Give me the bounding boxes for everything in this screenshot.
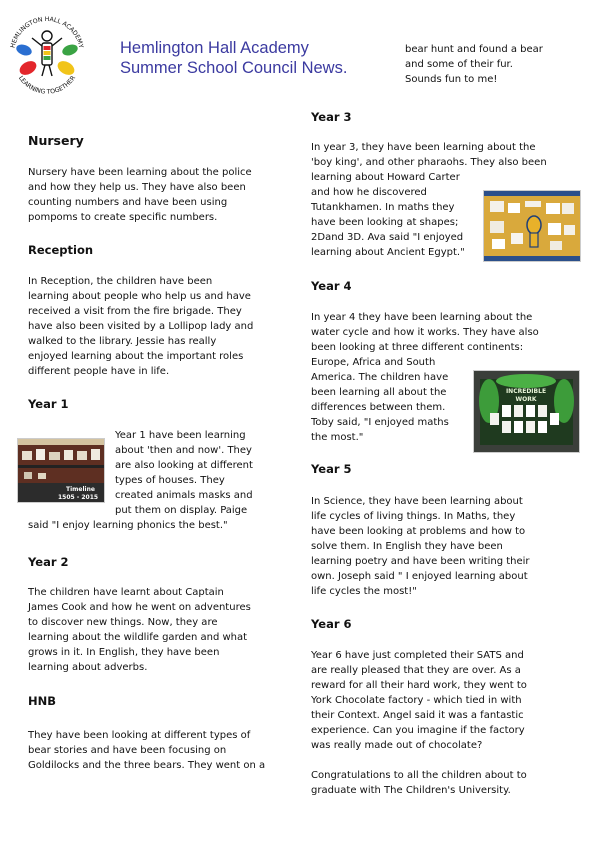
title-line-1: Hemlington Hall Academy [120, 39, 309, 57]
year4-heading: Year 4 [311, 279, 352, 293]
year4-text-wrapped: Europe, Africa and South America. The children have been learning all about the differences between them. Toby said, "I enjoyed maths the most." [311, 357, 449, 443]
reception-text: In Reception, the children have been learning about people who help us and have received a visit from the fire brigade. They have also been visited by a Lollipop lady and walked to the library. Jessie has really enjoyed learning about the important roles different people have in life. [28, 276, 254, 377]
year5-text: In Science, they have been learning about life cycles of living things. In Maths, they have been looking at problems and how to solve them. In English they have been learning poetry and have been writing their own. Joseph said " I enjoyed learning about life cycles the most!" [311, 496, 530, 597]
school-logo [6, 6, 88, 102]
year3-heading: Year 3 [311, 110, 352, 124]
year1-text: Year 1 have been learning about 'then and now'. They are also looking at different types of houses. They created animals masks and put them on display. Paige [115, 430, 253, 516]
title-line-2: Summer School Council News. [120, 59, 348, 77]
svg-text:LEARNING TOGETHER [17, 74, 77, 96]
year4-incredible-work-photo [473, 370, 580, 453]
incredible-caption-2: WORK [515, 396, 537, 403]
year1-timeline-photo [17, 438, 105, 503]
hnb-text-continued: bear hunt and found a bear and some of their fur. Sounds fun to me! [405, 44, 543, 85]
year5-heading: Year 5 [311, 462, 352, 476]
timeline-caption-1: Timeline [66, 486, 95, 493]
nursery-heading: Nursery [28, 133, 84, 148]
year4-text: In year 4 they have been learning about the water cycle and how it works. They have also been looking at three different continents: [311, 312, 539, 353]
year2-heading: Year 2 [28, 555, 69, 569]
year3-text-wrapped: and how he discovered Tutankhamen. In maths they have been looking at shapes; 2Dand 3D. Ava said "I enjoyed learning about Ancient Egypt." [311, 187, 465, 258]
logo-bottom-text: LEARNING TOGETHER [16, 74, 78, 96]
year3-text: In year 3, they have been learning about the 'boy king', and other pharaohs. They also been learning about Howard Carter [311, 142, 547, 183]
newsletter-title [120, 38, 347, 78]
hnb-text: They have been looking at different types of bear stories and have been focusing on Goldilocks and the three bears. They went on a [28, 730, 266, 771]
year3-egypt-display-photo [483, 190, 581, 262]
year1-heading: Year 1 [28, 397, 69, 411]
year6-text: Year 6 have just completed their SATS and are really pleased that they are over. As a reward for all their hard work, they went to York Chocolate factory - which tied in with their Context. Angel said it was a fantastic experience. Can you imagine if the factory was really made out of chocolate? [311, 650, 527, 751]
nursery-text: Nursery have been learning about the police and how they help us. They have also been counting numbers and have been using pompoms to create specific numbers. [28, 167, 252, 223]
closing-text: Congratulations to all the children about to graduate with The Children's University. [311, 770, 527, 796]
timeline-caption-2: 1505 - 2015 [58, 494, 99, 501]
logo-emblem-icon [6, 6, 88, 102]
incredible-caption-1: INCREDIBLE [505, 388, 547, 395]
reception-heading: Reception [28, 243, 94, 257]
year1-text-end: said "I enjoy learning phonics the best." [28, 520, 228, 531]
year6-heading: Year 6 [311, 617, 352, 631]
hnb-heading: HNB [28, 694, 57, 708]
year2-text: The children have learnt about Captain James Cook and how he went on adventures to discover new things. Now, they are learning about the wildlife garden and what grows in it. In English, they have been learning about adverbs. [28, 587, 251, 673]
logo-top-text: HEMLINGTON HALL ACADEMY [9, 15, 85, 49]
